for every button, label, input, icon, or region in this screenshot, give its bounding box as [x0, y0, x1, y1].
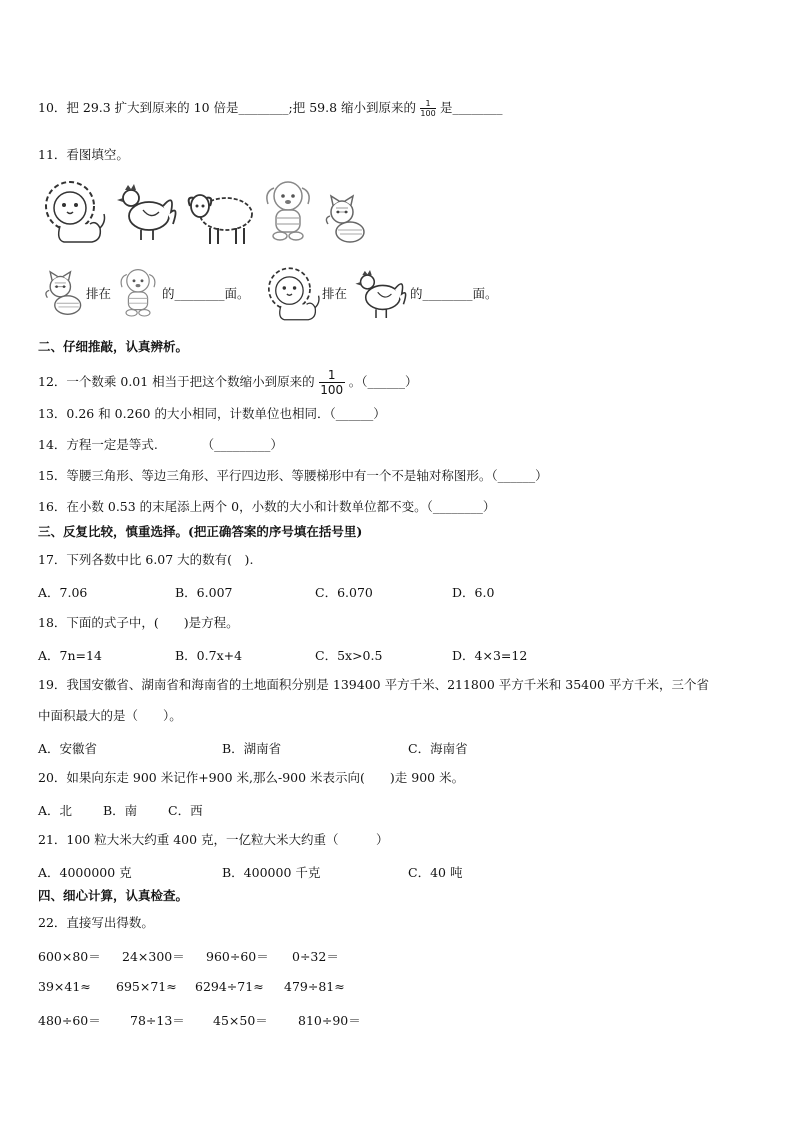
calc-item: 0÷32＝ [292, 949, 339, 964]
calc-item: 39×41≈ [38, 979, 91, 994]
calc-item: 78÷13＝ [130, 1013, 185, 1028]
q17-option-c[interactable]: C．6.070 [315, 585, 373, 600]
q18-option-a[interactable]: A．7n=14 [38, 648, 102, 663]
calc-item: 810÷90＝ [298, 1013, 361, 1028]
q21-option-c[interactable]: C．40 吨 [408, 865, 463, 880]
section-4-heading: 四、细心计算，认真检查。 [38, 888, 189, 903]
q12-fraction: $\frac{1}{100}$ [320, 368, 344, 397]
question-18: 18．下面的式子中，( )是方程。 [38, 615, 239, 630]
q10-text-2: 是________ [440, 100, 503, 115]
section-3-heading: 三、反复比较，慎重选择。(把正确答案的序号填在括号里) [38, 524, 363, 539]
calc-item: 480÷60＝ [38, 1013, 101, 1028]
q12-text-2: 。（______） [348, 374, 418, 389]
calc-item: 45×50＝ [213, 1013, 268, 1028]
calc-item: 695×71≈ [116, 979, 177, 994]
q11-text-d: 的________面。 [410, 286, 498, 301]
puppy-icon [114, 262, 162, 322]
q20-option-b[interactable]: B．南 [103, 803, 138, 818]
calc-item: 600×80＝ [38, 949, 101, 964]
question-19-line-1: 19．我国安徽省、湖南省和海南省的土地面积分别是 139400 平方千米、211800 平方千米和 35400 平方千米，三个省 [38, 677, 709, 692]
question-22: 22．直接写出得数。 [38, 915, 154, 930]
lion-icon [38, 178, 108, 246]
kitten-icon [40, 268, 88, 320]
rooster-icon [352, 266, 412, 322]
rooster-icon [113, 180, 183, 244]
section-2-heading: 二、仔细推敲，认真辨析。 [38, 339, 189, 354]
q10-text-1: 10．把 29.3 扩大到原来的 10 倍是________;把 59.8 缩小到原来的 [38, 100, 417, 115]
question-13: 13．0.26 和 0.260 的大小相同，计数单位也相同．（______） [38, 406, 386, 421]
q19-option-c[interactable]: C．海南省 [408, 741, 468, 756]
q12-text-1: 12．一个数乘 0.01 相当于把这个数缩小到原来的 [38, 374, 315, 389]
question-11-title: 11．看图填空。 [38, 147, 129, 162]
q17-option-a[interactable]: A．7.06 [38, 585, 88, 600]
calc-item: 960÷60＝ [206, 949, 269, 964]
lion-icon [262, 264, 322, 324]
calc-item: 6294÷71≈ [195, 979, 264, 994]
q11-text-a: 排在 [86, 286, 112, 301]
q19-option-a[interactable]: A．安徽省 [38, 741, 98, 756]
question-12 [38, 368, 417, 397]
question-21: 21．100 粒大米大约重 400 克，一亿粒大米大约重（ ） [38, 832, 389, 847]
q21-option-b[interactable]: B．400000 千克 [222, 865, 321, 880]
q20-option-c[interactable]: C．西 [168, 803, 203, 818]
question-10 [38, 99, 503, 118]
q11-text-b: 的________面。 [162, 286, 250, 301]
kitten-icon [320, 194, 372, 246]
q11-text-c: 排在 [322, 286, 348, 301]
question-20: 20．如果向东走 900 米记作+900 米,那么-900 米表示向( )走 900 米。 [38, 770, 465, 785]
q10-fraction: $\frac{1}{100}$ [420, 99, 436, 118]
q19-option-b[interactable]: B．湖南省 [222, 741, 282, 756]
q18-option-b[interactable]: B．0.7x+4 [175, 648, 243, 663]
sheep-icon [186, 184, 258, 248]
question-15: 15．等腰三角形、等边三角形、平行四边形、等腰梯形中有一个不是轴对称图形。（______） [38, 468, 548, 483]
q18-option-c[interactable]: C．5x>0.5 [315, 648, 383, 663]
q17-option-d[interactable]: D．6.0 [452, 585, 495, 600]
question-14: 14．方程一定是等式. （_________） [38, 437, 283, 452]
q20-option-a[interactable]: A．北 [38, 803, 73, 818]
q17-option-b[interactable]: B．6.007 [175, 585, 233, 600]
question-17: 17．下列各数中比 6.07 大的数有( ). [38, 552, 254, 567]
question-19-line-2: 中面积最大的是（ ）。 [38, 708, 182, 723]
puppy-icon [258, 176, 318, 244]
q21-option-a[interactable]: A．4000000 克 [38, 865, 132, 880]
calc-item: 479÷81≈ [284, 979, 345, 994]
q18-option-d[interactable]: D．4×3=12 [452, 648, 528, 663]
question-16: 16．在小数 0.53 的末尾添上两个 0，小数的大小和计数单位都不变。（________） [38, 499, 496, 514]
calc-item: 24×300＝ [122, 949, 185, 964]
